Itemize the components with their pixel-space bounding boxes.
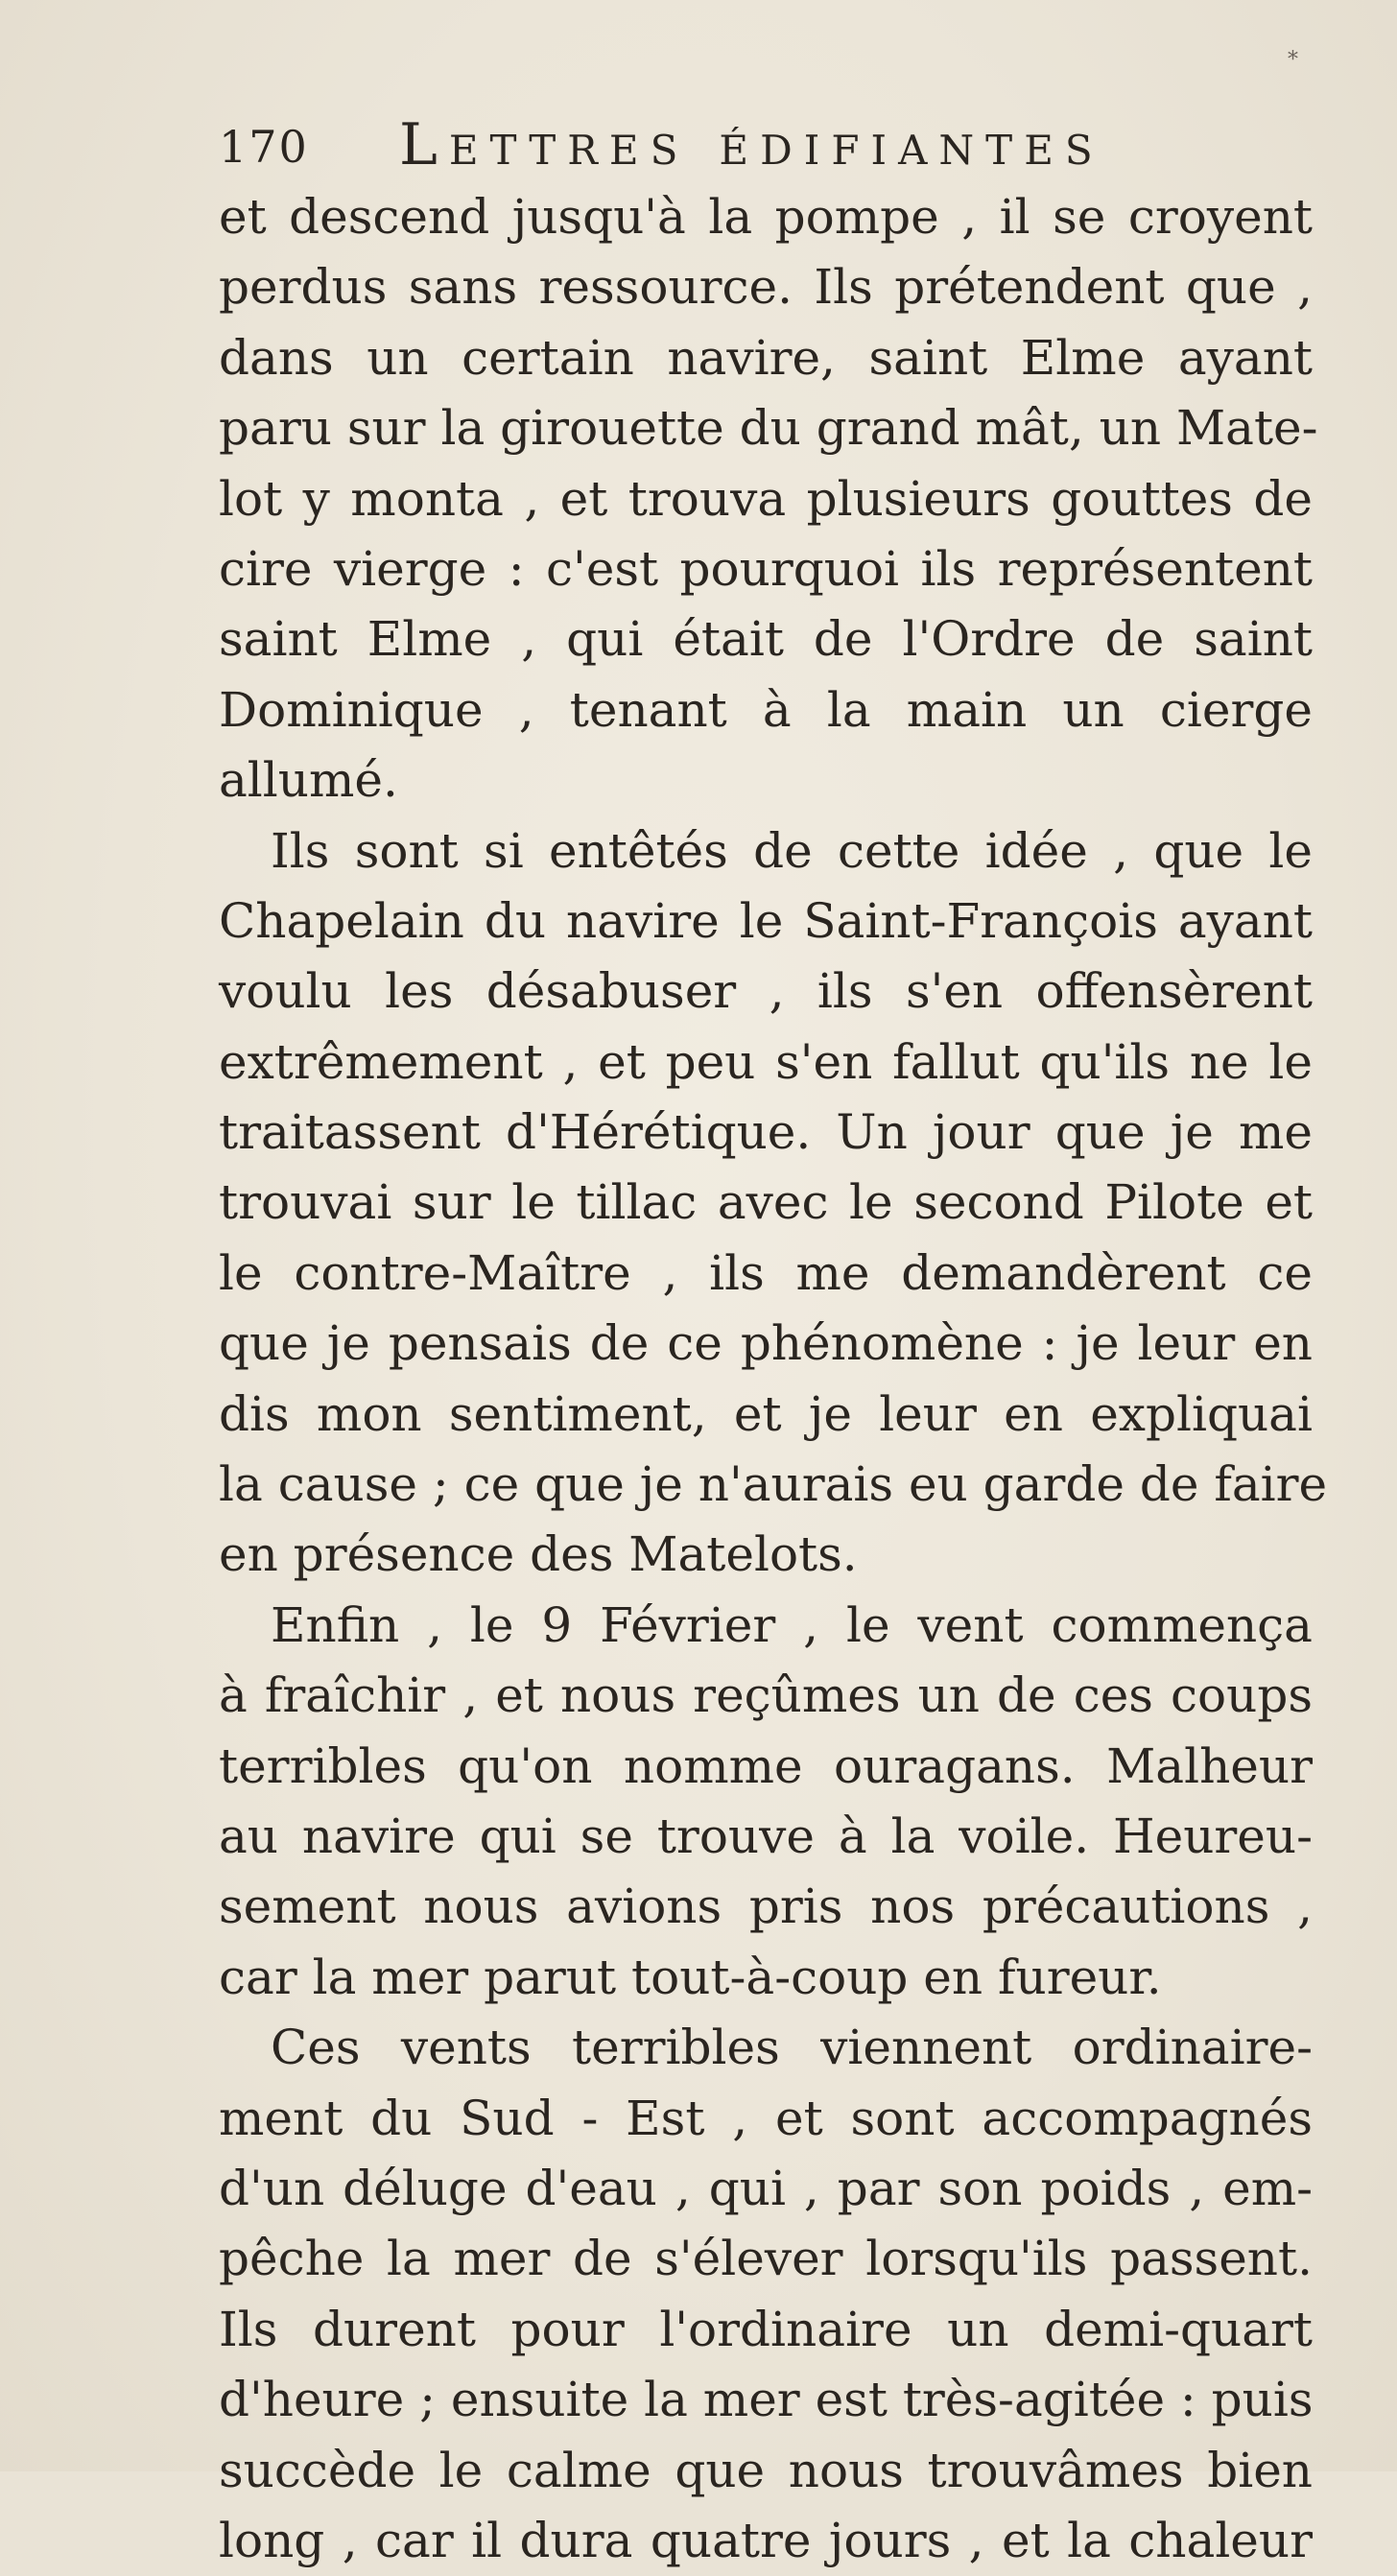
text-line: Ils durent pour l'ordinaire un demi-quart <box>219 2301 1313 2357</box>
text-line: en présence des Matelots. <box>219 1526 858 1583</box>
text-line: extrêmement , et peu s'en fallut qu'ils ne le <box>219 1033 1313 1090</box>
corner-mark: * <box>1288 48 1298 72</box>
text-line: Ces vents terribles viennent ordinaire- <box>271 2020 1313 2076</box>
text-line: traitassent d'Hérétique. Un jour que je me <box>219 1104 1313 1161</box>
text-line: paru sur la girouette du grand mât, un Mate- <box>219 400 1318 457</box>
text-line: Enfin , le 9 Février , le vent commença <box>271 1596 1313 1653</box>
text-line: pêche la mer de s'élever lorsqu'ils passent. <box>219 2231 1313 2287</box>
text-line: et descend jusqu'à la pompe , il se croyent <box>219 189 1313 245</box>
text-line: voulu les désabuser , ils s'en offensèrent <box>219 963 1313 1020</box>
text-line: lot y monta , et trouva plusieurs gouttes de <box>219 470 1313 527</box>
text-line: trouvai sur le tillac avec le second Pilote et <box>219 1174 1313 1231</box>
text-line: ment du Sud - Est , et sont accompagnés <box>219 2090 1313 2146</box>
page-number: 170 <box>219 121 309 173</box>
text-line: car la mer parut tout-à-coup en fureur. <box>219 1949 1162 2005</box>
text-line: d'heure ; ensuite la mer est très-agitée : puis <box>219 2372 1314 2428</box>
text-line: Ils sont si entêtés de cette idée , que le <box>271 822 1313 879</box>
text-line: à fraîchir , et nous reçûmes un de ces coups <box>219 1667 1313 1724</box>
running-title: Lettres édifiantes <box>399 111 1104 178</box>
text-line: Dominique , tenant à la main un cierge <box>219 681 1313 738</box>
text-line: dans un certain navire, saint Elme ayant <box>219 329 1313 386</box>
page-header <box>219 111 1313 178</box>
text-line: que je pensais de ce phénomène : je leur en <box>219 1315 1313 1372</box>
text-line: le contre-Maître , ils me demandèrent ce <box>219 1244 1313 1301</box>
text-line: terribles qu'on nomme ouragans. Malheur <box>219 1737 1313 1794</box>
text-line: au navire qui se trouve à la voile. Heureu- <box>219 1808 1313 1864</box>
text-line: cire vierge : c'est pourquoi ils représentent <box>219 540 1313 597</box>
text-line: sement nous avions pris nos précautions , <box>219 1879 1313 1935</box>
text-line: Chapelain du navire le Saint-François ayant <box>219 892 1313 949</box>
text-line: succède le calme que nous trouvâmes bien <box>219 2442 1313 2498</box>
text-line: long , car il dura quatre jours , et la chaleur <box>219 2512 1313 2568</box>
text-line: la cause ; ce que je n'aurais eu garde de faire <box>219 1456 1328 1513</box>
text-line: dis mon sentiment, et je leur en expliquai <box>219 1385 1313 1442</box>
text-line: perdus sans ressource. Ils prétendent que , <box>219 259 1313 316</box>
text-line: allumé. <box>219 752 398 809</box>
text-line: saint Elme , qui était de l'Ordre de saint <box>219 611 1313 668</box>
body-text <box>219 182 1328 2576</box>
text-line: d'un déluge d'eau , qui , par son poids , em- <box>219 2160 1313 2216</box>
